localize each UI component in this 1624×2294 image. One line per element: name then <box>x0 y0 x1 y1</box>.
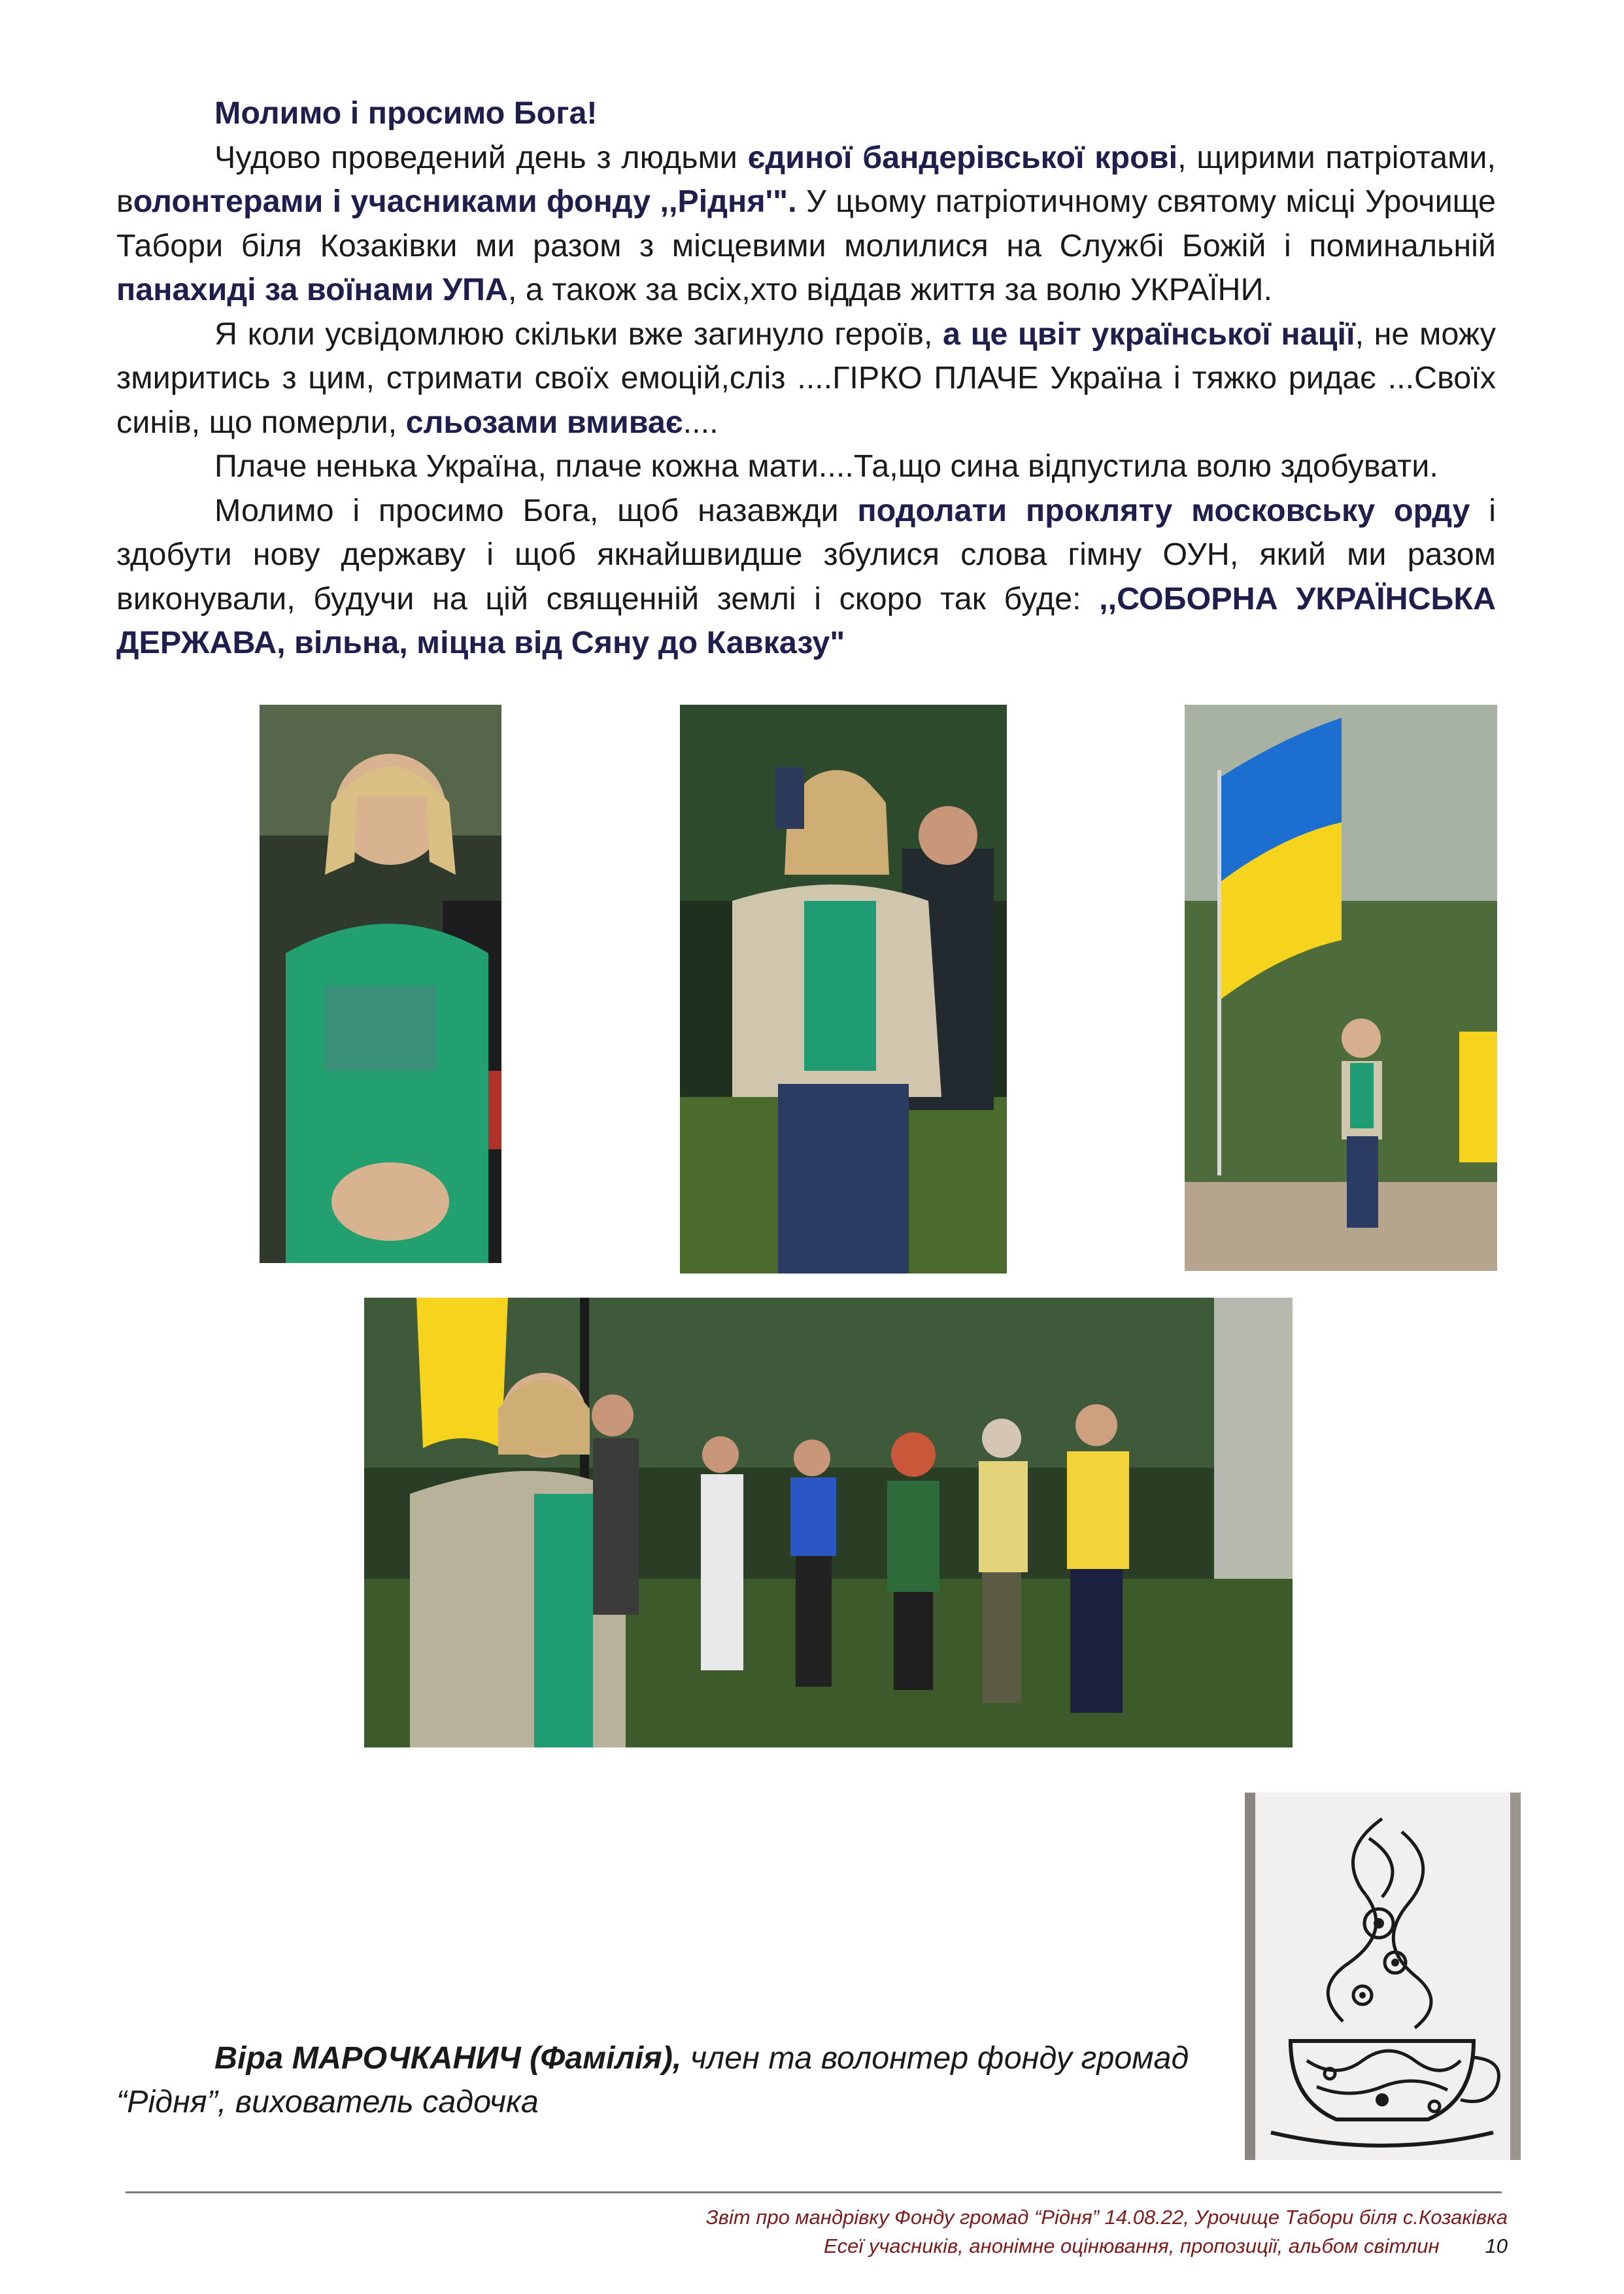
text-run: , щирими патріотами, в <box>116 139 1496 219</box>
text-run: , не можу змиритись з цим, стримати своїх емоцій,сліз ....ГІРКО ПЛАЧЕ Україна і тяжко ридає ...Своїх синів, що померли, <box>116 316 1496 440</box>
footer-subtitle: Есеї учасників, анонімне оцінювання, пропозиції, альбом світлин <box>823 2235 1440 2257</box>
main-text <box>116 92 1496 666</box>
text-run: Я коли усвідомлюю скільки вже загинуло героїв, <box>214 316 943 352</box>
text-run: У цьому патріотичному святому місці Урочище Табори біля Козаківки ми разом з місцевими молилися на Службі Божій і поминальній <box>116 184 1496 263</box>
photo-woman-with-phone <box>680 705 1007 1274</box>
page-footer <box>706 2203 1508 2261</box>
photo-woman-green-shirt <box>260 705 501 1263</box>
bold-run: панахиді за воїнами УПА <box>116 272 508 307</box>
signature <box>116 2036 1241 2124</box>
bold-run: олонтерами і учасниками фонду ,,Рідня'". <box>133 184 797 219</box>
photo-woman-with-flag <box>1185 705 1497 1271</box>
paragraph-5 <box>116 489 1496 666</box>
photo-group <box>364 1298 1293 1747</box>
text-run: Плаче ненька Україна, плаче кожна мати....Та,що сина відпустила волю здобувати. <box>214 448 1438 484</box>
footer-line-2 <box>706 2232 1508 2261</box>
footer-divider <box>126 2191 1502 2193</box>
paragraph-3 <box>116 312 1496 445</box>
paragraph-1 <box>116 92 1496 136</box>
text-run: , а також за всіх,хто віддав життя за волю УКРАЇНИ. <box>507 272 1272 307</box>
bold-run: а це цвіт української нації <box>943 316 1355 352</box>
author-role: член та волонтер фонду громад “Рідня”, вихователь садочка <box>116 2040 1189 2119</box>
text-run: Молимо і просимо Бога, щоб назавжди <box>214 492 858 528</box>
bold-run: ,,СОБОРНА УКРАЇНСЬКА ДЕРЖАВА, вільна, міцна від Сяну до Кавказу" <box>116 581 1496 660</box>
author-name: Віра МАРОЧКАНИЧ (Фамілія), <box>214 2040 682 2076</box>
paragraph-4 <box>116 445 1496 489</box>
page-number: 10 <box>1485 2235 1508 2257</box>
paragraph-2 <box>116 136 1496 312</box>
drawing-coffee-cup <box>1245 1793 1521 2160</box>
heading-text: Молимо і просимо Бога! <box>214 95 598 131</box>
text-run: Чудово проведений день з людьми <box>214 139 748 175</box>
bold-run: сльозами вмиває <box>405 404 683 440</box>
text-run: .... <box>683 404 719 440</box>
footer-line-1: Звіт про мандрівку Фонду громад “Рідня” 14.08.22, Урочище Табори біля с.Козаківка <box>705 2206 1508 2229</box>
bold-run: подолати прокляту московську орду <box>857 492 1470 528</box>
bold-run: єдиної бандерівської крові <box>747 139 1178 175</box>
text-run: і здобути нову державу і щоб якнайшвидше збулися слова гімну ОУН, який ми разом виконували, будучи на цій священній землі і скоро так буде: <box>116 492 1497 616</box>
